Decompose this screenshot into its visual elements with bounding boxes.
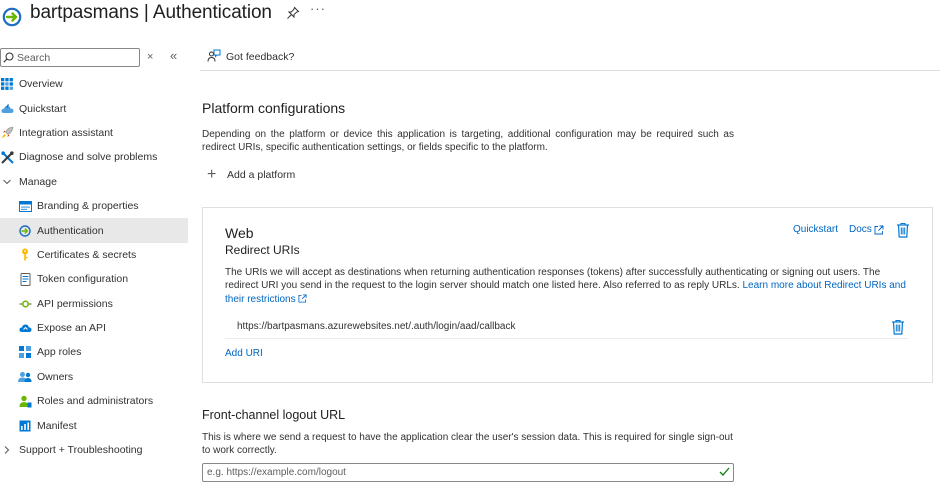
sidebar-item-label: Certificates & secrets (37, 248, 137, 261)
sidebar-item-label: App roles (37, 346, 82, 359)
delete-uri-icon[interactable] (891, 319, 905, 335)
sidebar-item-token-configuration[interactable] (0, 267, 188, 291)
sidebar-item-certificates[interactable] (0, 243, 188, 267)
more-options-icon[interactable]: ··· (310, 1, 326, 16)
docs-link-label: Docs (849, 224, 872, 235)
web-platform-card (202, 207, 933, 383)
sidebar-item-label: Roles and administrators (37, 395, 154, 408)
sidebar-item-label: API permissions (37, 297, 113, 310)
chevron-down-icon (0, 177, 14, 187)
redirect-uris-description (225, 266, 915, 306)
redirect-uri-value[interactable]: https://bartpasmans.azurewebsites.net/.auth/login/aad/callback (237, 321, 516, 332)
delete-platform-icon[interactable] (896, 222, 910, 238)
api-permissions-icon (18, 297, 32, 311)
rocket-icon (0, 126, 14, 140)
add-platform-label: Add a platform (227, 169, 296, 181)
sidebar-item-label: Owners (37, 370, 74, 383)
wrench-icon (0, 150, 14, 164)
sidebar-item-api-permissions[interactable] (0, 292, 188, 316)
sidebar-search-box[interactable] (0, 48, 140, 67)
logout-url-input[interactable] (207, 465, 707, 480)
sidebar-item-authentication[interactable] (0, 218, 188, 242)
command-bar (200, 44, 940, 71)
authentication-icon (18, 224, 32, 238)
front-channel-logout-description: This is where we send a request to have the application clear the user's session data. This is required for single sign-out to work correctly. (202, 432, 733, 456)
sidebar-item-roles-administrators[interactable] (0, 389, 188, 413)
sidebar (0, 44, 188, 488)
sidebar-item-label: Branding & properties (37, 200, 139, 213)
sidebar-item-label: Token configuration (37, 273, 129, 286)
platform-configurations-heading: Platform configurations (202, 100, 346, 116)
pin-icon[interactable] (286, 6, 300, 20)
search-icon (3, 52, 14, 63)
redirect-uris-heading: Redirect URIs (225, 243, 300, 257)
chevron-right-icon (0, 445, 14, 455)
logout-url-field[interactable] (202, 463, 734, 482)
sidebar-item-branding[interactable] (0, 194, 188, 218)
sidebar-item-label: Manage (19, 175, 57, 188)
app-registration-icon (2, 7, 22, 27)
sidebar-item-expose-api[interactable] (0, 316, 188, 340)
add-uri-link[interactable]: Add URI (225, 348, 263, 359)
sidebar-item-owners[interactable] (0, 365, 188, 389)
quickstart-icon (0, 102, 14, 116)
sidebar-item-label: Manifest (37, 419, 77, 432)
learn-more-label: Learn more about Redirect URIs and their restrictions (225, 280, 906, 305)
sidebar-item-integration-assistant[interactable] (0, 121, 188, 145)
sidebar-item-manifest[interactable] (0, 413, 188, 437)
sidebar-item-label: Diagnose and solve problems (19, 151, 158, 164)
collapse-sidebar-icon[interactable]: « (170, 48, 178, 63)
key-icon (18, 248, 32, 262)
front-channel-logout-heading: Front-channel logout URL (202, 408, 346, 422)
clear-search-icon[interactable]: × (147, 51, 154, 63)
sidebar-item-quickstart[interactable] (0, 96, 188, 120)
branding-icon (18, 199, 32, 213)
app-roles-icon (18, 345, 32, 359)
checkmark-icon (719, 466, 730, 480)
sidebar-item-label: Integration assistant (19, 126, 113, 139)
sidebar-item-label: Support + Troubleshooting (19, 444, 143, 457)
sidebar-item-app-roles[interactable] (0, 340, 188, 364)
sidebar-item-overview[interactable] (0, 72, 188, 96)
sidebar-item-label: Expose an API (37, 322, 106, 335)
sidebar-nav (0, 72, 188, 462)
page-header (0, 0, 940, 36)
roles-icon (18, 394, 32, 408)
sidebar-group-manage[interactable] (0, 170, 188, 194)
owners-icon (18, 370, 32, 384)
external-link-icon (298, 294, 307, 303)
sidebar-group-support[interactable] (0, 438, 188, 462)
web-card-title: Web (225, 225, 254, 241)
overview-icon (0, 77, 14, 91)
redirect-uri-row (225, 315, 908, 339)
sidebar-item-label: Quickstart (19, 102, 67, 115)
cloud-icon (18, 321, 32, 335)
feedback-label: Got feedback? (226, 51, 295, 63)
sidebar-item-label: Authentication (37, 224, 104, 237)
quickstart-link[interactable]: Quickstart (793, 224, 839, 235)
manifest-icon (18, 419, 32, 433)
sidebar-item-label: Overview (19, 78, 63, 91)
page-title: bartpasmans | Authentication (30, 2, 272, 23)
sidebar-search-input[interactable] (17, 50, 137, 65)
feedback-icon (207, 49, 221, 63)
token-icon (18, 272, 32, 286)
docs-link[interactable] (849, 224, 884, 235)
sidebar-item-diagnose[interactable] (0, 145, 188, 169)
external-link-icon (874, 225, 884, 235)
plus-icon: + (207, 166, 217, 183)
add-platform-button[interactable] (207, 167, 295, 183)
redirect-uris-description-text: The URIs we will accept as destinations when returning authentication responses (tokens) after successfully authenticating or signing out users. The redirect URI you send in the request to the login server should match one listed here. Also referred to as reply URLs. (225, 267, 881, 292)
platform-configurations-description: Depending on the platform or device this application is targeting, additional configuration may be required such as redirect URIs, specific authentication settings, or fields specific to the platform. (202, 129, 734, 153)
